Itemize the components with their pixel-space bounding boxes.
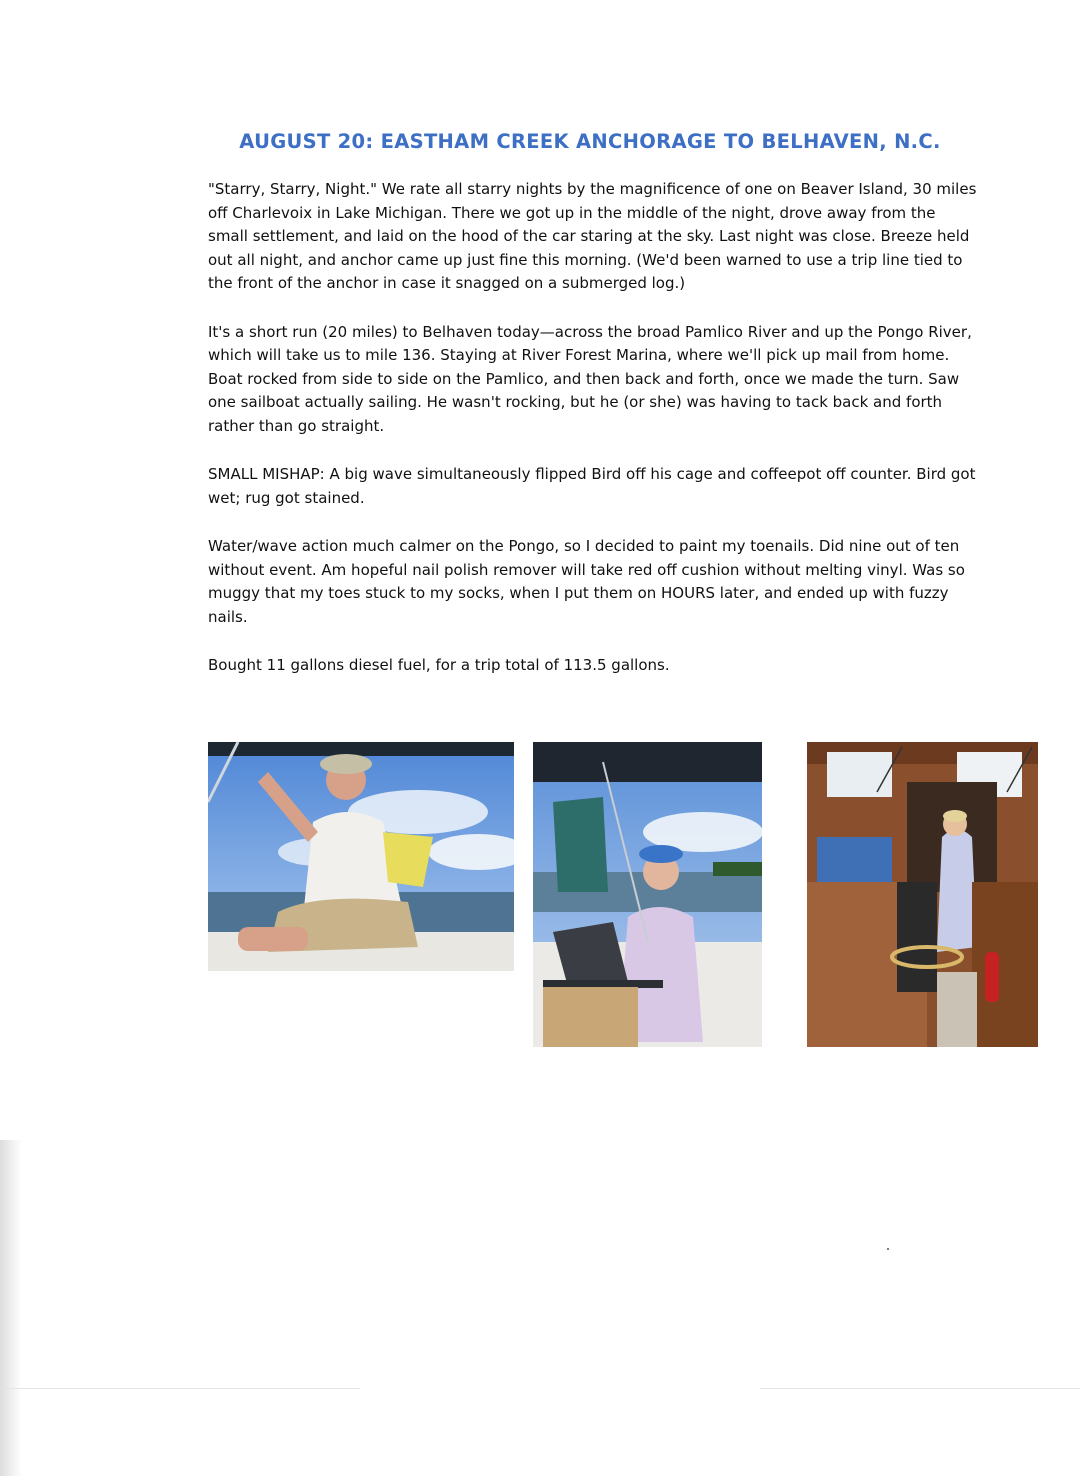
photo-woman-with-laptop: [533, 742, 762, 1047]
scan-speck: [887, 1248, 889, 1250]
scan-line: [0, 1388, 360, 1389]
page-title: AUGUST 20: EASTHAM CREEK ANCHORAGE TO BELHAVEN, N.C.: [239, 130, 941, 153]
photo-icon: [533, 742, 762, 1047]
scan-line: [760, 1388, 1080, 1389]
photo-man-on-deck: [208, 742, 514, 971]
paragraph-belhaven-run: It's a short run (20 miles) to Belhaven today—across the broad Pamlico River and up the Pongo River, which will take us to mile 136. Staying at River Forest Marina, where we'll pick up mail from home. Boat rocked from side to side on the Pamlico, and then back and forth, once we made the turn. Saw one sailboat actually sailing. He wasn't rocking, but he (or she) was having to tack back and forth rather than go straight.: [208, 322, 972, 435]
body-text: [208, 178, 978, 703]
paragraph-fuel: Bought 11 gallons diesel fuel, for a trip total of 113.5 gallons.: [208, 656, 670, 674]
paragraph-toenails: Water/wave action much calmer on the Pongo, so I decided to paint my toenails. Did nine out of ten without event. Am hopeful nail polish remover will take red off cushion without melting vinyl. Was so muggy that my toes stuck to my socks, when I put them on HOURS later, and ended up with fuzzy nails.: [208, 537, 965, 626]
photo-icon: [208, 742, 514, 971]
scan-edge-shadow: [0, 1140, 22, 1476]
photo-icon: [807, 742, 1038, 1047]
paragraph-starry-night: "Starry, Starry, Night." We rate all starry nights by the magnificence of one on Beaver Island, 30 miles off Charlevoix in Lake Michigan. There we got up in the middle of the night, drove away from the small settlement, and laid on the hood of the car staring at the sky. Last night was close. Breeze held out all night, and anchor came up just fine this morning. (We'd been warned to use a trip line tied to the front of the anchor in case it snagged on a submerged log.): [208, 180, 977, 292]
paragraph-small-mishap: SMALL MISHAP: A big wave simultaneously flipped Bird off his cage and coffeepot off counter. Bird got wet; rug got stained.: [208, 465, 976, 507]
photo-woman-in-cabin: [807, 742, 1038, 1047]
